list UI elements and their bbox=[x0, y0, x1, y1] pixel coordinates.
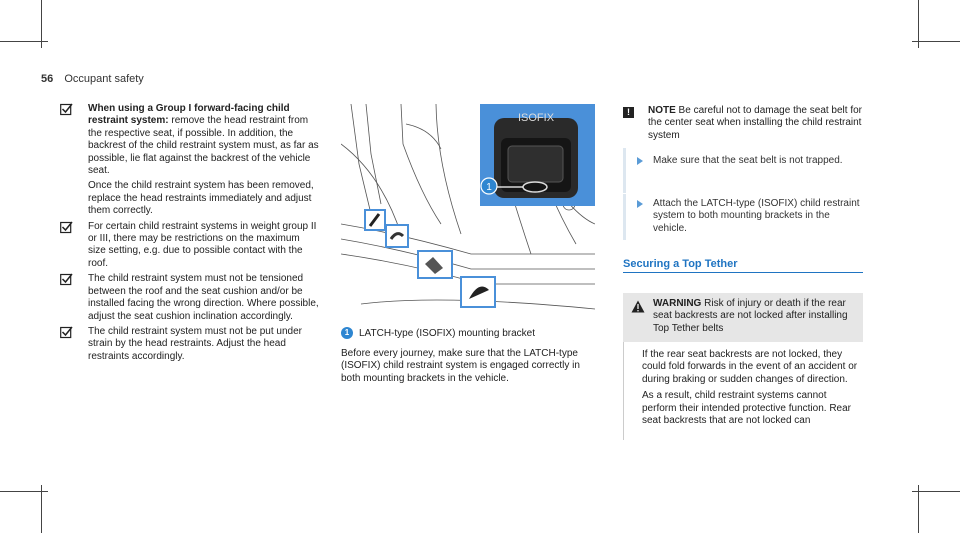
isofix-seat-illustration bbox=[341, 104, 595, 313]
paragraph: Once the child restraint system has been removed, replace the head restraints immediately and adjust them correctly. bbox=[88, 180, 314, 217]
section-heading: Securing a Top Tether bbox=[623, 258, 738, 270]
warning-title bbox=[653, 298, 858, 335]
checklist-item bbox=[60, 273, 320, 323]
step-sidebar bbox=[623, 194, 626, 240]
item-bold-lead: When using a Group I forward-facing child restraint system: bbox=[88, 103, 290, 127]
step-arrow-icon bbox=[637, 200, 643, 208]
checkbox-check-icon bbox=[60, 103, 73, 116]
step-arrow-icon bbox=[637, 157, 643, 165]
seat-line-drawing bbox=[341, 104, 595, 313]
note-step bbox=[637, 155, 863, 167]
crop-mark bbox=[912, 41, 960, 42]
warning-box bbox=[623, 293, 863, 440]
checkbox-check-icon bbox=[60, 221, 73, 234]
page-number: 56 bbox=[41, 73, 54, 85]
crop-mark bbox=[0, 41, 48, 42]
checkbox-check-icon bbox=[60, 326, 73, 339]
crop-mark bbox=[918, 485, 919, 533]
note-exclamation-icon: ! bbox=[623, 107, 634, 118]
checklist-item bbox=[60, 103, 320, 177]
left-column bbox=[60, 103, 320, 366]
step-text: Attach the LATCH-type (ISOFIX) child restraint system to both mounting brackets in the vehicle. bbox=[653, 198, 860, 234]
caption-text: LATCH-type (ISOFIX) mounting bracket bbox=[359, 328, 535, 339]
crop-mark bbox=[0, 491, 48, 492]
note-text bbox=[623, 105, 863, 142]
warning-head-text: Risk of injury or death if the rear seat backrests are not locked after installing Top Tether belts bbox=[653, 298, 848, 334]
item-text: For certain child restraint systems in weight group II or III, there may be restrictions on the maximum size setting, e.g. due to possible contact with the roof. bbox=[88, 220, 317, 269]
checklist-item bbox=[60, 221, 320, 271]
note-sidebar bbox=[623, 148, 626, 193]
warning-label: WARNING bbox=[653, 298, 702, 309]
instruction-step bbox=[623, 198, 863, 235]
callout-number: 1 bbox=[486, 182, 492, 193]
warning-paragraph: If the rear seat backrests are not locked, they could fold forwards in the event of an accident or during braking or sudden changes of direction. bbox=[642, 349, 858, 385]
crop-mark bbox=[41, 485, 42, 533]
warning-header bbox=[623, 293, 863, 342]
isofix-inset-label: ISOFIX bbox=[517, 112, 555, 124]
item-text: The child restraint system must not be tensioned between the roof and the seat cushion and/or be installed facing the wrong direction. Where possible, adjust the seat cushion inclination accordingly. bbox=[88, 273, 319, 322]
checkbox-check-icon bbox=[60, 273, 73, 286]
warning-paragraph: As a result, child restraint systems cannot perform their intended protective function. Rear seat backrests that are not locked can bbox=[642, 390, 851, 427]
caption-number-badge: 1 bbox=[341, 327, 353, 339]
section-rule bbox=[623, 272, 863, 273]
paragraph: Before every journey, make sure that the LATCH-type (ISOFIX) child restraint system is engaged correctly in both mounting brackets in the vehicle. bbox=[341, 348, 580, 384]
page-header bbox=[41, 73, 144, 85]
note-block bbox=[623, 105, 863, 166]
note-body: Be careful not to damage the seat belt for the center seat when installing the child restraint system bbox=[648, 105, 863, 141]
section-name: Occupant safety bbox=[64, 73, 144, 85]
note-label: NOTE bbox=[648, 105, 676, 116]
item-text: The child restraint system must not be put under strain by the head restraints. Adjust the head restraints accordingly. bbox=[88, 325, 302, 362]
warning-triangle-icon bbox=[631, 300, 645, 313]
warning-body bbox=[623, 342, 863, 440]
figure-caption bbox=[341, 327, 601, 340]
crop-mark bbox=[912, 491, 960, 492]
step-text: Make sure that the seat belt is not trapped. bbox=[653, 155, 843, 166]
checklist-item bbox=[60, 326, 320, 363]
item-text: remove the head restraint from the respective seat, if possible. In addition, the backrest of the child restraint system must, as far as possible, lie flat against the backrest of the vehicle seat. bbox=[88, 115, 319, 177]
